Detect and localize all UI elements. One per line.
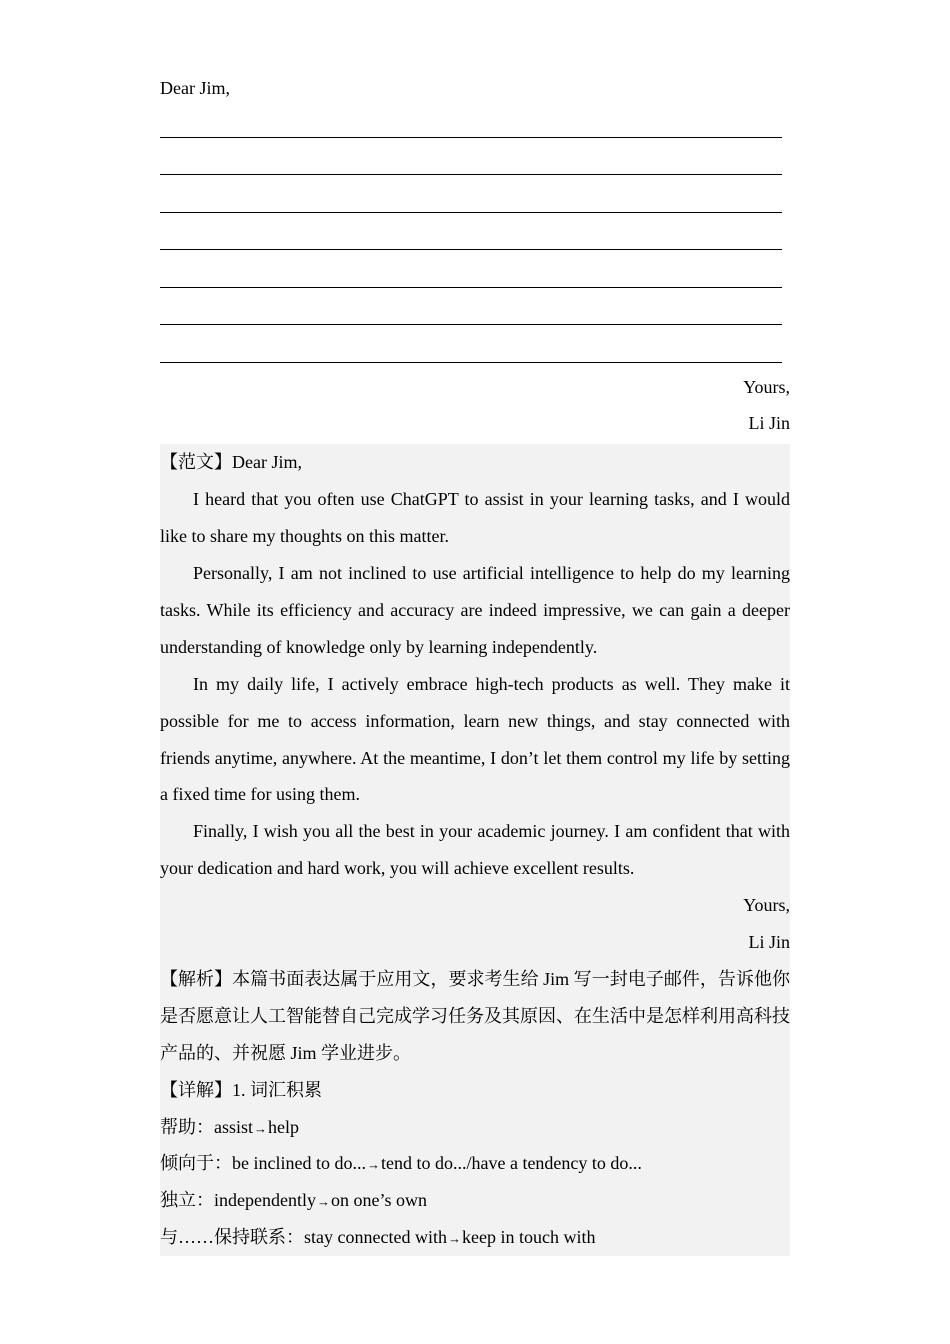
essay-closing: Yours, [743,895,790,916]
blank-line[interactable] [160,106,790,144]
model-essay-salutation: Dear Jim, [232,452,302,473]
blank-line[interactable] [160,219,790,257]
essay-signature: Li Jin [748,932,790,953]
vocab-item [160,1182,790,1219]
blank-line[interactable] [160,181,790,219]
arrow-icon: → [316,1194,330,1210]
essay-paragraph: In my daily life, I actively embrace high-tech products as well. They make it possible for me to access information, learn new things, and stay connected with friends anytime, anywhere. At the meantime, I don’t let them control my life by setting a fixed time for using them. [160,673,790,805]
document-page [160,70,790,1256]
analysis-paragraph [160,961,790,1072]
arrow-icon: → [366,1157,380,1173]
blank-line[interactable] [160,256,790,294]
letter-salutation: Dear Jim, [160,78,230,98]
letter-signature: Li Jin [748,413,790,434]
arrow-icon: → [254,1120,268,1136]
essay-paragraph: Finally, I wish you all the best in your academic journey. I am confident that with your dedication and hard work, you will achieve excellent results. [160,821,790,879]
vocab-from: stay connected with [304,1227,447,1248]
vocab-from: be inclined to do... [232,1153,366,1174]
vocab-to: on one’s own [330,1190,427,1211]
blank-line[interactable] [160,294,790,332]
essay-paragraph: I heard that you often use ChatGPT to assist in your learning tasks, and I would like to share my thoughts on this matter. [160,489,790,547]
model-essay-label: 【范文】 [160,452,232,473]
details-label: 【详解】 [160,1079,232,1100]
vocab-from: independently [214,1190,316,1211]
details-heading [160,1072,790,1109]
vocab-item [160,1145,790,1182]
letter-closing: Yours, [743,376,790,397]
vocab-cn: 独立： [160,1190,214,1211]
vocab-cn: 与……保持联系： [160,1227,304,1248]
vocab-from: assist [214,1116,254,1137]
vocab-to: keep in touch with [461,1227,596,1248]
analysis-label: 【解析】 [160,968,233,989]
vocab-cn: 倾向于： [160,1153,232,1174]
essay-paragraph: Personally, I am not inclined to use artificial intelligence to help do my learning tasks. While its efficiency and accuracy are indeed impressive, we can gain a deeper understanding of knowledge only by learning independently. [160,562,790,657]
blank-line[interactable] [160,144,790,182]
answer-section [160,444,790,1256]
model-essay-heading [160,444,790,481]
writing-blanks [160,106,790,369]
vocab-to: tend to do.../have a tendency to do... [380,1153,642,1174]
vocab-item [160,1219,790,1256]
details-title: 1. 词汇积累 [232,1079,322,1100]
analysis-text: 本篇书面表达属于应用文，要求考生给 Jim 写一封电子邮件，告诉他你是否愿意让人工智能替自己完成学习任务及其原因、在生活中是怎样利用高科技产品的、并祝愿 Jim 学业进步。 [160,968,790,1063]
vocab-cn: 帮助： [160,1116,214,1137]
vocab-item [160,1109,790,1146]
blank-line[interactable] [160,331,790,369]
vocab-to: help [268,1116,300,1137]
arrow-icon: → [447,1231,461,1247]
